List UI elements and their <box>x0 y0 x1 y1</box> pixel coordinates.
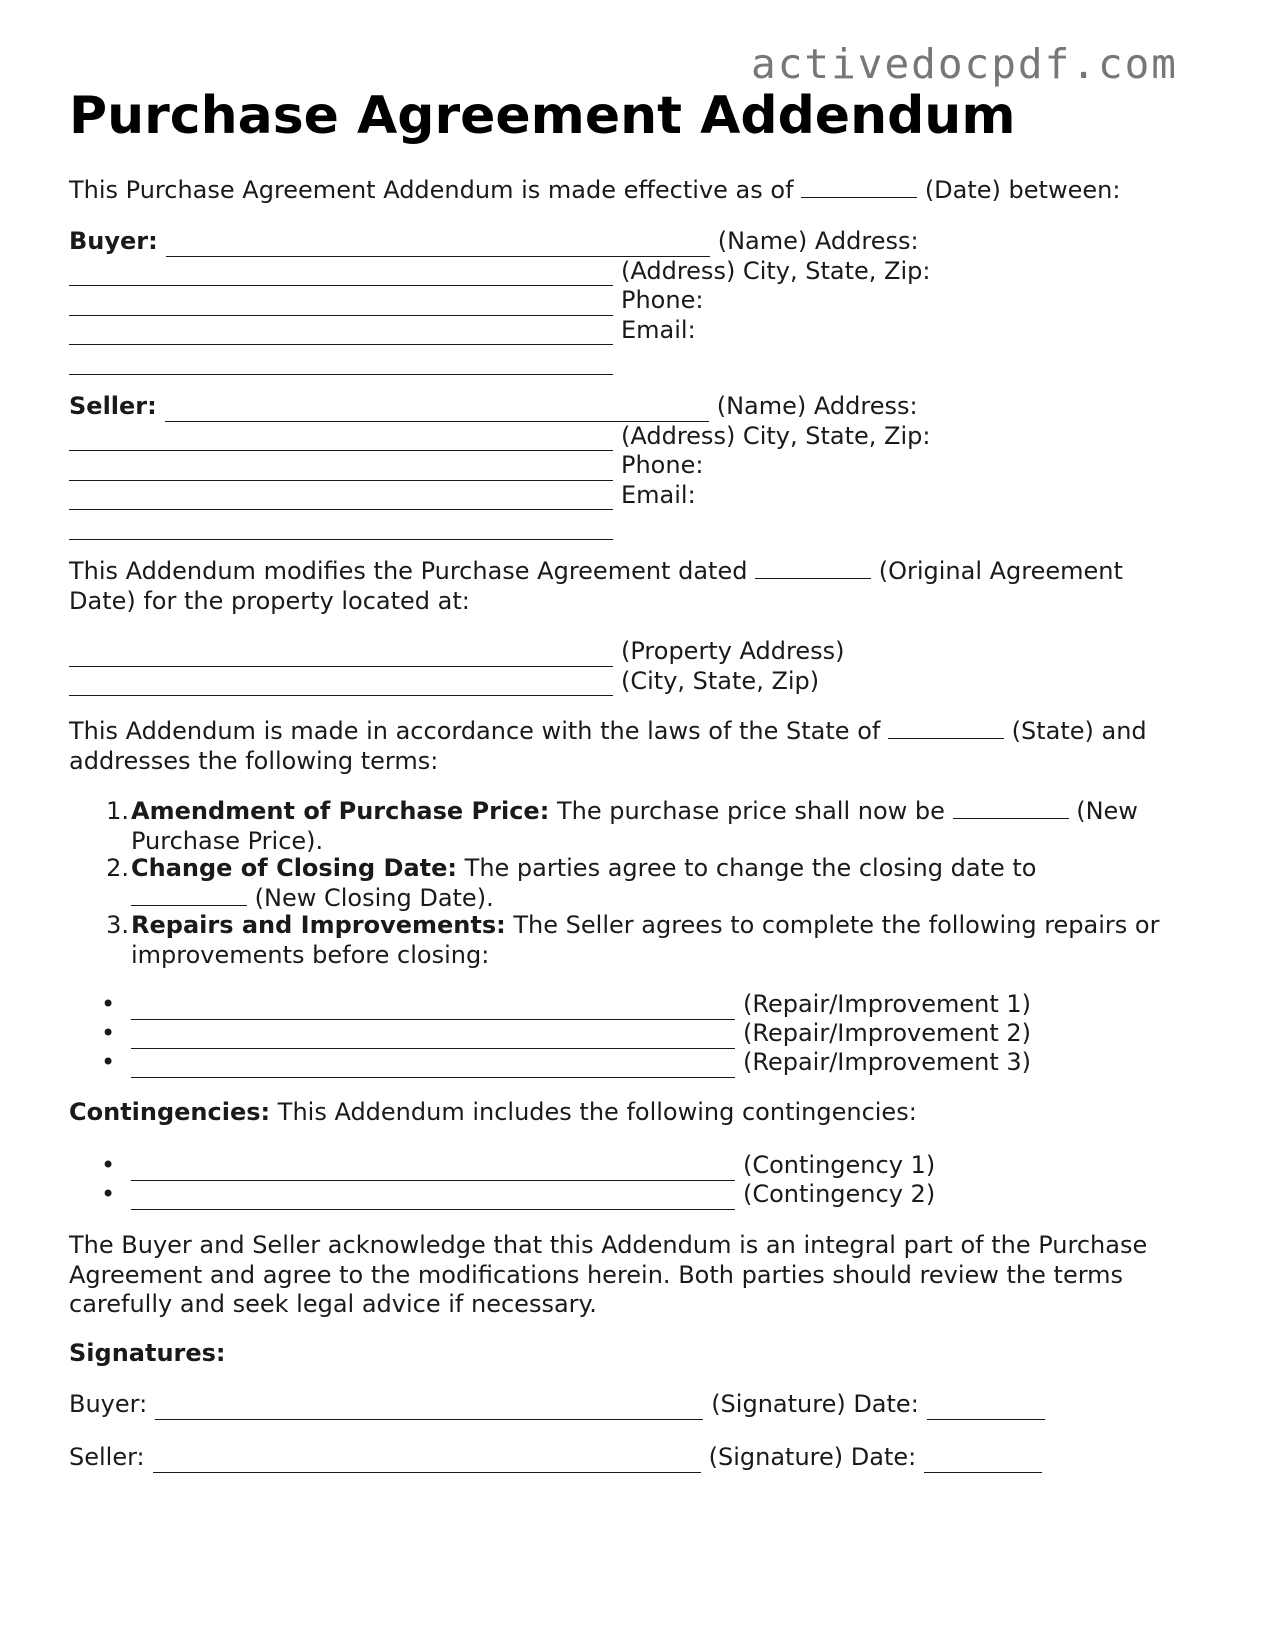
seller-signature-field[interactable] <box>153 1472 701 1473</box>
buyer-label: Buyer: <box>69 227 158 255</box>
bullet-icon: • <box>101 1151 116 1179</box>
intro-date-label: (Date) between: <box>924 176 1121 204</box>
signature-date-label: (Signature) Date: <box>711 1390 919 1418</box>
property-block <box>69 637 1189 696</box>
seller-email-field[interactable] <box>69 539 613 540</box>
modifies-text: This Addendum modifies the Purchase Agreement dated <box>69 557 748 585</box>
modifies-paragraph <box>69 557 1189 616</box>
contingency-2-field[interactable] <box>131 1209 735 1210</box>
bullet-icon: • <box>101 1048 116 1076</box>
buyer-email-label: Email: <box>621 315 696 344</box>
term-number: 3. <box>106 911 129 939</box>
property-address-field[interactable] <box>69 666 613 667</box>
seller-email-label: Email: <box>621 480 696 509</box>
buyer-signature-field[interactable] <box>155 1419 703 1420</box>
term-text-line2: (New Closing Date). <box>254 883 494 912</box>
signature-date-label: (Signature) Date: <box>708 1443 917 1471</box>
seller-phone-field[interactable] <box>69 509 613 510</box>
property-city-field[interactable] <box>69 695 613 696</box>
seller-signature-row <box>69 1443 1189 1473</box>
effective-date-field[interactable] <box>801 177 917 198</box>
contingency-label: (Contingency 2) <box>743 1180 936 1208</box>
repair-item <box>131 1019 1031 1049</box>
intro-text: This Purchase Agreement Addendum is made effective as of <box>69 176 794 204</box>
repair-label: (Repair/Improvement 1) <box>743 990 1031 1018</box>
buyer-phone-label: Phone: <box>621 286 704 314</box>
buyer-address-label: (Address) City, State, Zip: <box>621 256 931 285</box>
term-label: (New <box>1076 797 1138 825</box>
laws-paragraph <box>69 717 1189 776</box>
repair-item <box>131 1048 1031 1078</box>
buyer-signature-row <box>69 1390 1189 1420</box>
seller-address-label: (Address) City, State, Zip: <box>621 421 931 450</box>
term-text-line2: improvements before closing: <box>131 940 490 969</box>
acknowledge-paragraph <box>69 1231 1189 1320</box>
buyer-email-field[interactable] <box>69 374 613 375</box>
term-number: 1. <box>106 797 129 825</box>
property-city-label: (City, State, Zip) <box>621 666 820 695</box>
seller-label: Seller: <box>69 392 157 420</box>
contingencies-title: Contingencies: <box>69 1098 271 1126</box>
bullet-icon: • <box>101 990 116 1018</box>
term-title: Repairs and Improvements: <box>131 911 506 939</box>
original-agreement-date-field[interactable] <box>755 558 871 579</box>
contingency-item <box>131 1180 935 1210</box>
repairs-list <box>69 990 1189 1080</box>
repair-label: (Repair/Improvement 2) <box>743 1019 1031 1047</box>
term-text: The purchase price shall now be <box>556 797 945 825</box>
bullet-icon: • <box>101 1180 116 1208</box>
watermark: activedocpdf.com <box>751 40 1178 88</box>
term-item-purchase-price <box>131 797 1211 856</box>
buyer-address-field[interactable] <box>69 285 613 286</box>
new-purchase-price-field[interactable] <box>953 798 1069 819</box>
property-address-label: (Property Address) <box>621 637 845 665</box>
modifies-date-label: (Original Agreement <box>878 557 1123 585</box>
term-item-repairs <box>131 911 1211 970</box>
acknowledge-line: The Buyer and Seller acknowledge that this Addendum is an integral part of the Purchase <box>69 1231 1148 1259</box>
term-title: Amendment of Purchase Price: <box>131 797 550 825</box>
contingency-item <box>131 1151 935 1181</box>
repair-3-field[interactable] <box>131 1077 735 1078</box>
seller-date-field[interactable] <box>924 1472 1042 1473</box>
seller-address-field[interactable] <box>69 450 613 451</box>
term-number: 2. <box>106 854 129 882</box>
repair-label: (Repair/Improvement 3) <box>743 1048 1031 1076</box>
term-title: Change of Closing Date: <box>131 854 458 882</box>
buyer-date-field[interactable] <box>927 1419 1045 1420</box>
seller-name-label: (Name) Address: <box>716 392 918 420</box>
buyer-block <box>69 227 1189 375</box>
contingencies-text: This Addendum includes the following contingencies: <box>277 1098 917 1126</box>
laws-text-line2: addresses the following terms: <box>69 746 439 775</box>
acknowledge-line: Agreement and agree to the modifications herein. Both parties should review the terms <box>69 1260 1124 1289</box>
buyer-city-state-zip-field[interactable] <box>69 315 613 316</box>
laws-state-label: (State) and <box>1011 717 1147 745</box>
contingencies-list <box>69 1151 1189 1211</box>
intro-paragraph <box>69 176 1189 206</box>
term-text: The Seller agrees to complete the following repairs or <box>513 911 1160 939</box>
buyer-name-label: (Name) Address: <box>717 227 919 255</box>
new-closing-date-field[interactable] <box>131 885 247 906</box>
terms-list <box>69 797 1189 967</box>
page-title: Purchase Agreement Addendum <box>69 86 1016 146</box>
seller-block <box>69 392 1189 540</box>
term-item-closing-date <box>131 854 1211 913</box>
modifies-text-line2: Date) for the property located at: <box>69 586 470 615</box>
term-text: The parties agree to change the closing date to <box>464 854 1037 882</box>
seller-city-state-zip-field[interactable] <box>69 480 613 481</box>
bullet-icon: • <box>101 1019 116 1047</box>
seller-phone-label: Phone: <box>621 451 704 479</box>
signatures-title: Signatures: <box>69 1339 226 1367</box>
buyer-signature-label: Buyer: <box>69 1390 148 1418</box>
term-text-line2: Purchase Price). <box>131 826 324 855</box>
seller-signature-label: Seller: <box>69 1443 145 1471</box>
contingencies-paragraph <box>69 1098 1189 1128</box>
state-field[interactable] <box>888 718 1004 739</box>
contingency-label: (Contingency 1) <box>743 1151 936 1179</box>
laws-text: This Addendum is made in accordance with the laws of the State of <box>69 717 881 745</box>
buyer-phone-field[interactable] <box>69 344 613 345</box>
repair-item <box>131 990 1031 1020</box>
acknowledge-line: carefully and seek legal advice if necessary. <box>69 1290 597 1318</box>
